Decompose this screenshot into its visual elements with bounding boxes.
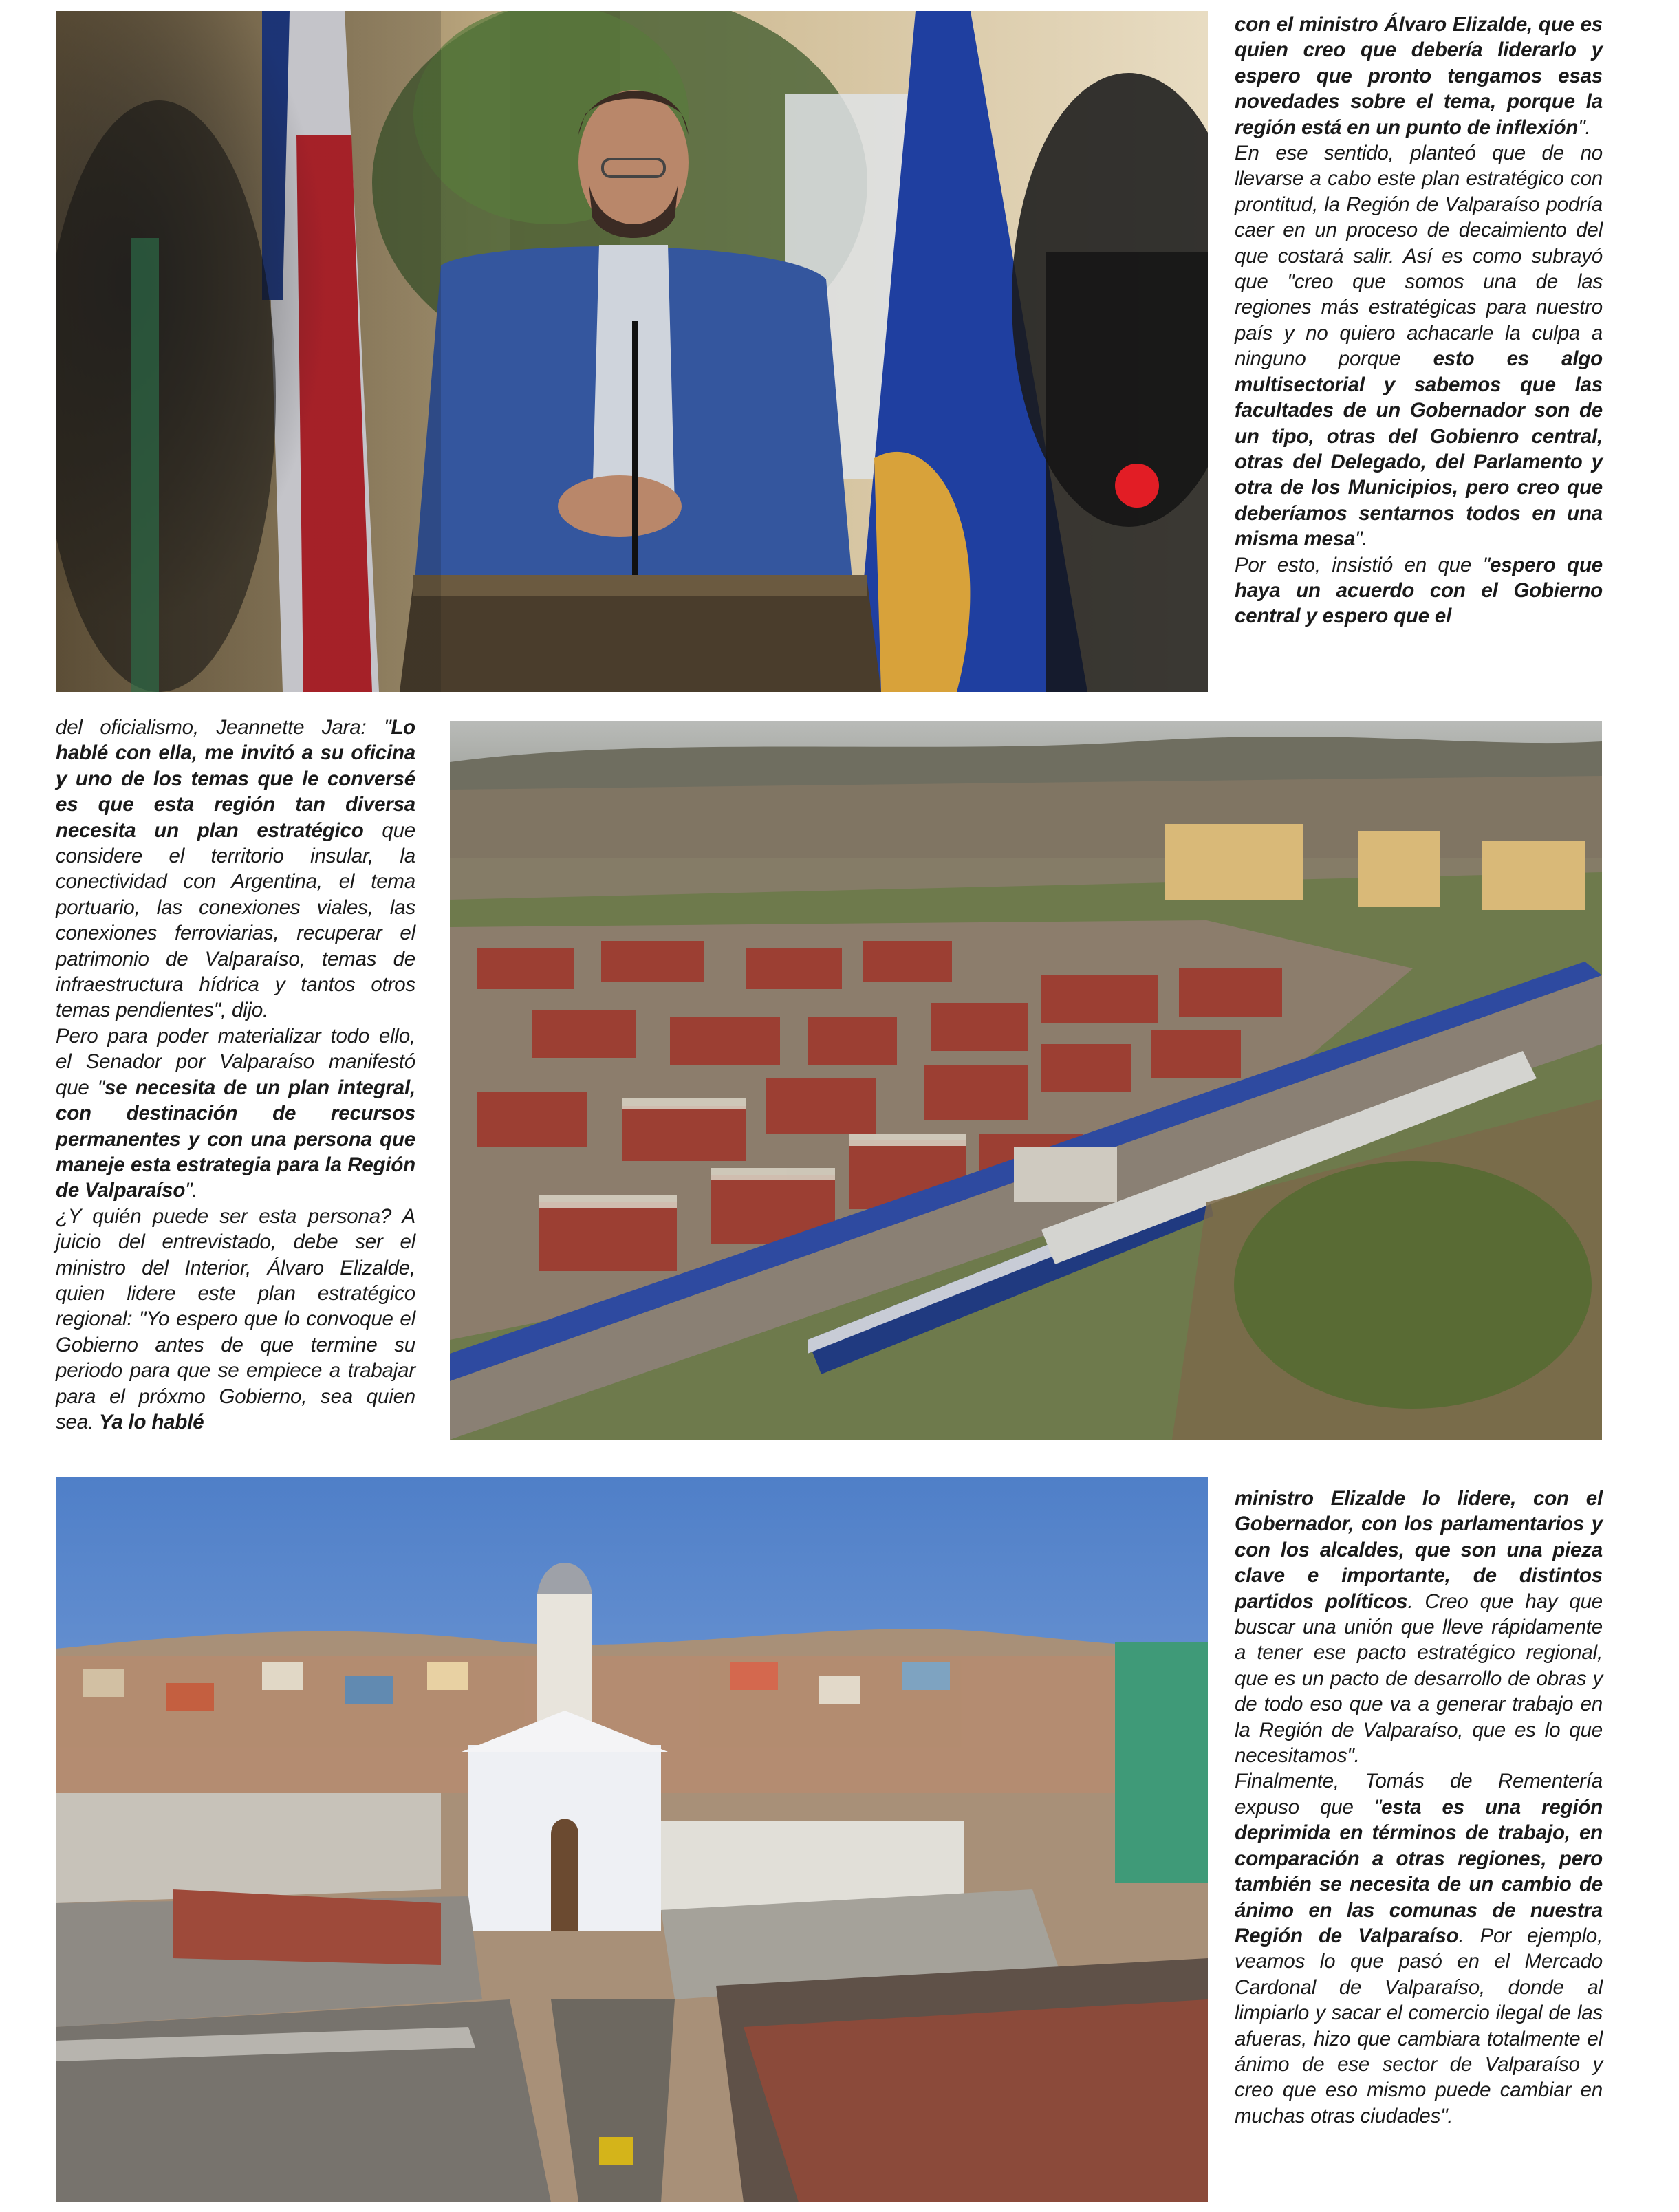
photo-speaker-podium [56,11,1208,692]
paragraph-6: ¿Y quién puede ser esta persona? A juicio del entrevistado, debe ser el ministro del Interior, Álvaro Elizalde, quien lidere este plan estratégico regional: "Yo espero que lo convoque el Gobierno antes de que termine su periodo para que se empiece a trabajar para el próxmo Gobierno, sea quien sea. Ya lo hablé [56,1204,415,1433]
photo-aerial-railway [450,721,1602,1440]
article-column-top [1235,12,1603,629]
paragraph-1: con el ministro Álvaro Elizalde, que es quien creo que debería liderarlo y espero que pronto tengamos esas novedades sobre el tema, porque la región está en un punto de inflexión". [1235,13,1603,139]
paragraph-2: En ese sentido, planteó que de no llevarse a cabo este plan estratégico con prontitud, la Región de Valparaíso podría caer en un proceso de decaimiento del que costará salir. Así es como subrayó que "creo que somos una de las regiones más estratégicas para nuestro país y no quiero achacarle la culpa a ninguno porque esto es algo multisectorial y sabemos que las facultades de un Gobernador son de un tipo, otras del Gobienro central, otras del Delegado, del Parlamento y otra de los Municipios, pero creo que deberíamos sentarnos todos en una misma mesa". [1235,142,1603,551]
photo-valparaiso-city [56,1477,1208,2202]
article-column-bottom [1235,1486,1603,2129]
paragraph-3: Por esto, insistió en que "espero que haya un acuerdo con el Gobierno central y espero que el [1235,553,1603,628]
paragraph-4: del oficialismo, Jeannette Jara: "Lo hablé con ella, me invitó a su oficina y uno de los temas que le conversé es que esta región tan diversa necesita un plan estratégico que considere el territorio insular, la conectividad con Argentina, el tema portuario, las conexiones viales, las conexiones ferroviarias, recuperar el patrimonio de Valparaíso, temas de infraestructura hídrica y tantos otros temas pendientes", dijo. [56,716,416,1022]
article-column-middle [56,715,415,1435]
paragraph-5: Pero para poder materializar todo ello, el Senador por Valparaíso manifestó que "se necesita de un plan integral, con destinación de recursos permanentes y con una persona que maneje esta estrategia para la Región de Valparaíso". [56,1024,416,1202]
paragraph-7: ministro Elizalde lo lidere, con el Gobernador, con los parlamentarios y con los alcaldes, que son una pieza clave e importante, de distintos partidos políticos. Creo que hay que buscar una unión que lleve rápidamente a tener ese pacto estratégico regional, que es un pacto de desarrollo de obras y de todo eso que va a generar trabajo en la Región de Valparaíso, que es lo que necesitamos". [1235,1487,1603,1768]
paragraph-8: Finalmente, Tomás de Rementería expuso que "esta es una región deprimida en términos de trabajo, en comparación a otras regiones, pero también se necesita de un cambio de ánimo en las comunas de nuestra Región de Valparaíso. Por ejemplo, veamos lo que pasó en el Mercado Cardonal de Valparaíso, donde al limpiarlo y sacar el comercio ilegal de las afueras, hizo que cambiara totalmente el ánimo de ese sector de Valparaíso y creo que eso mismo puede cambiar en muchas otras ciudades". [1235,1770,1603,2127]
